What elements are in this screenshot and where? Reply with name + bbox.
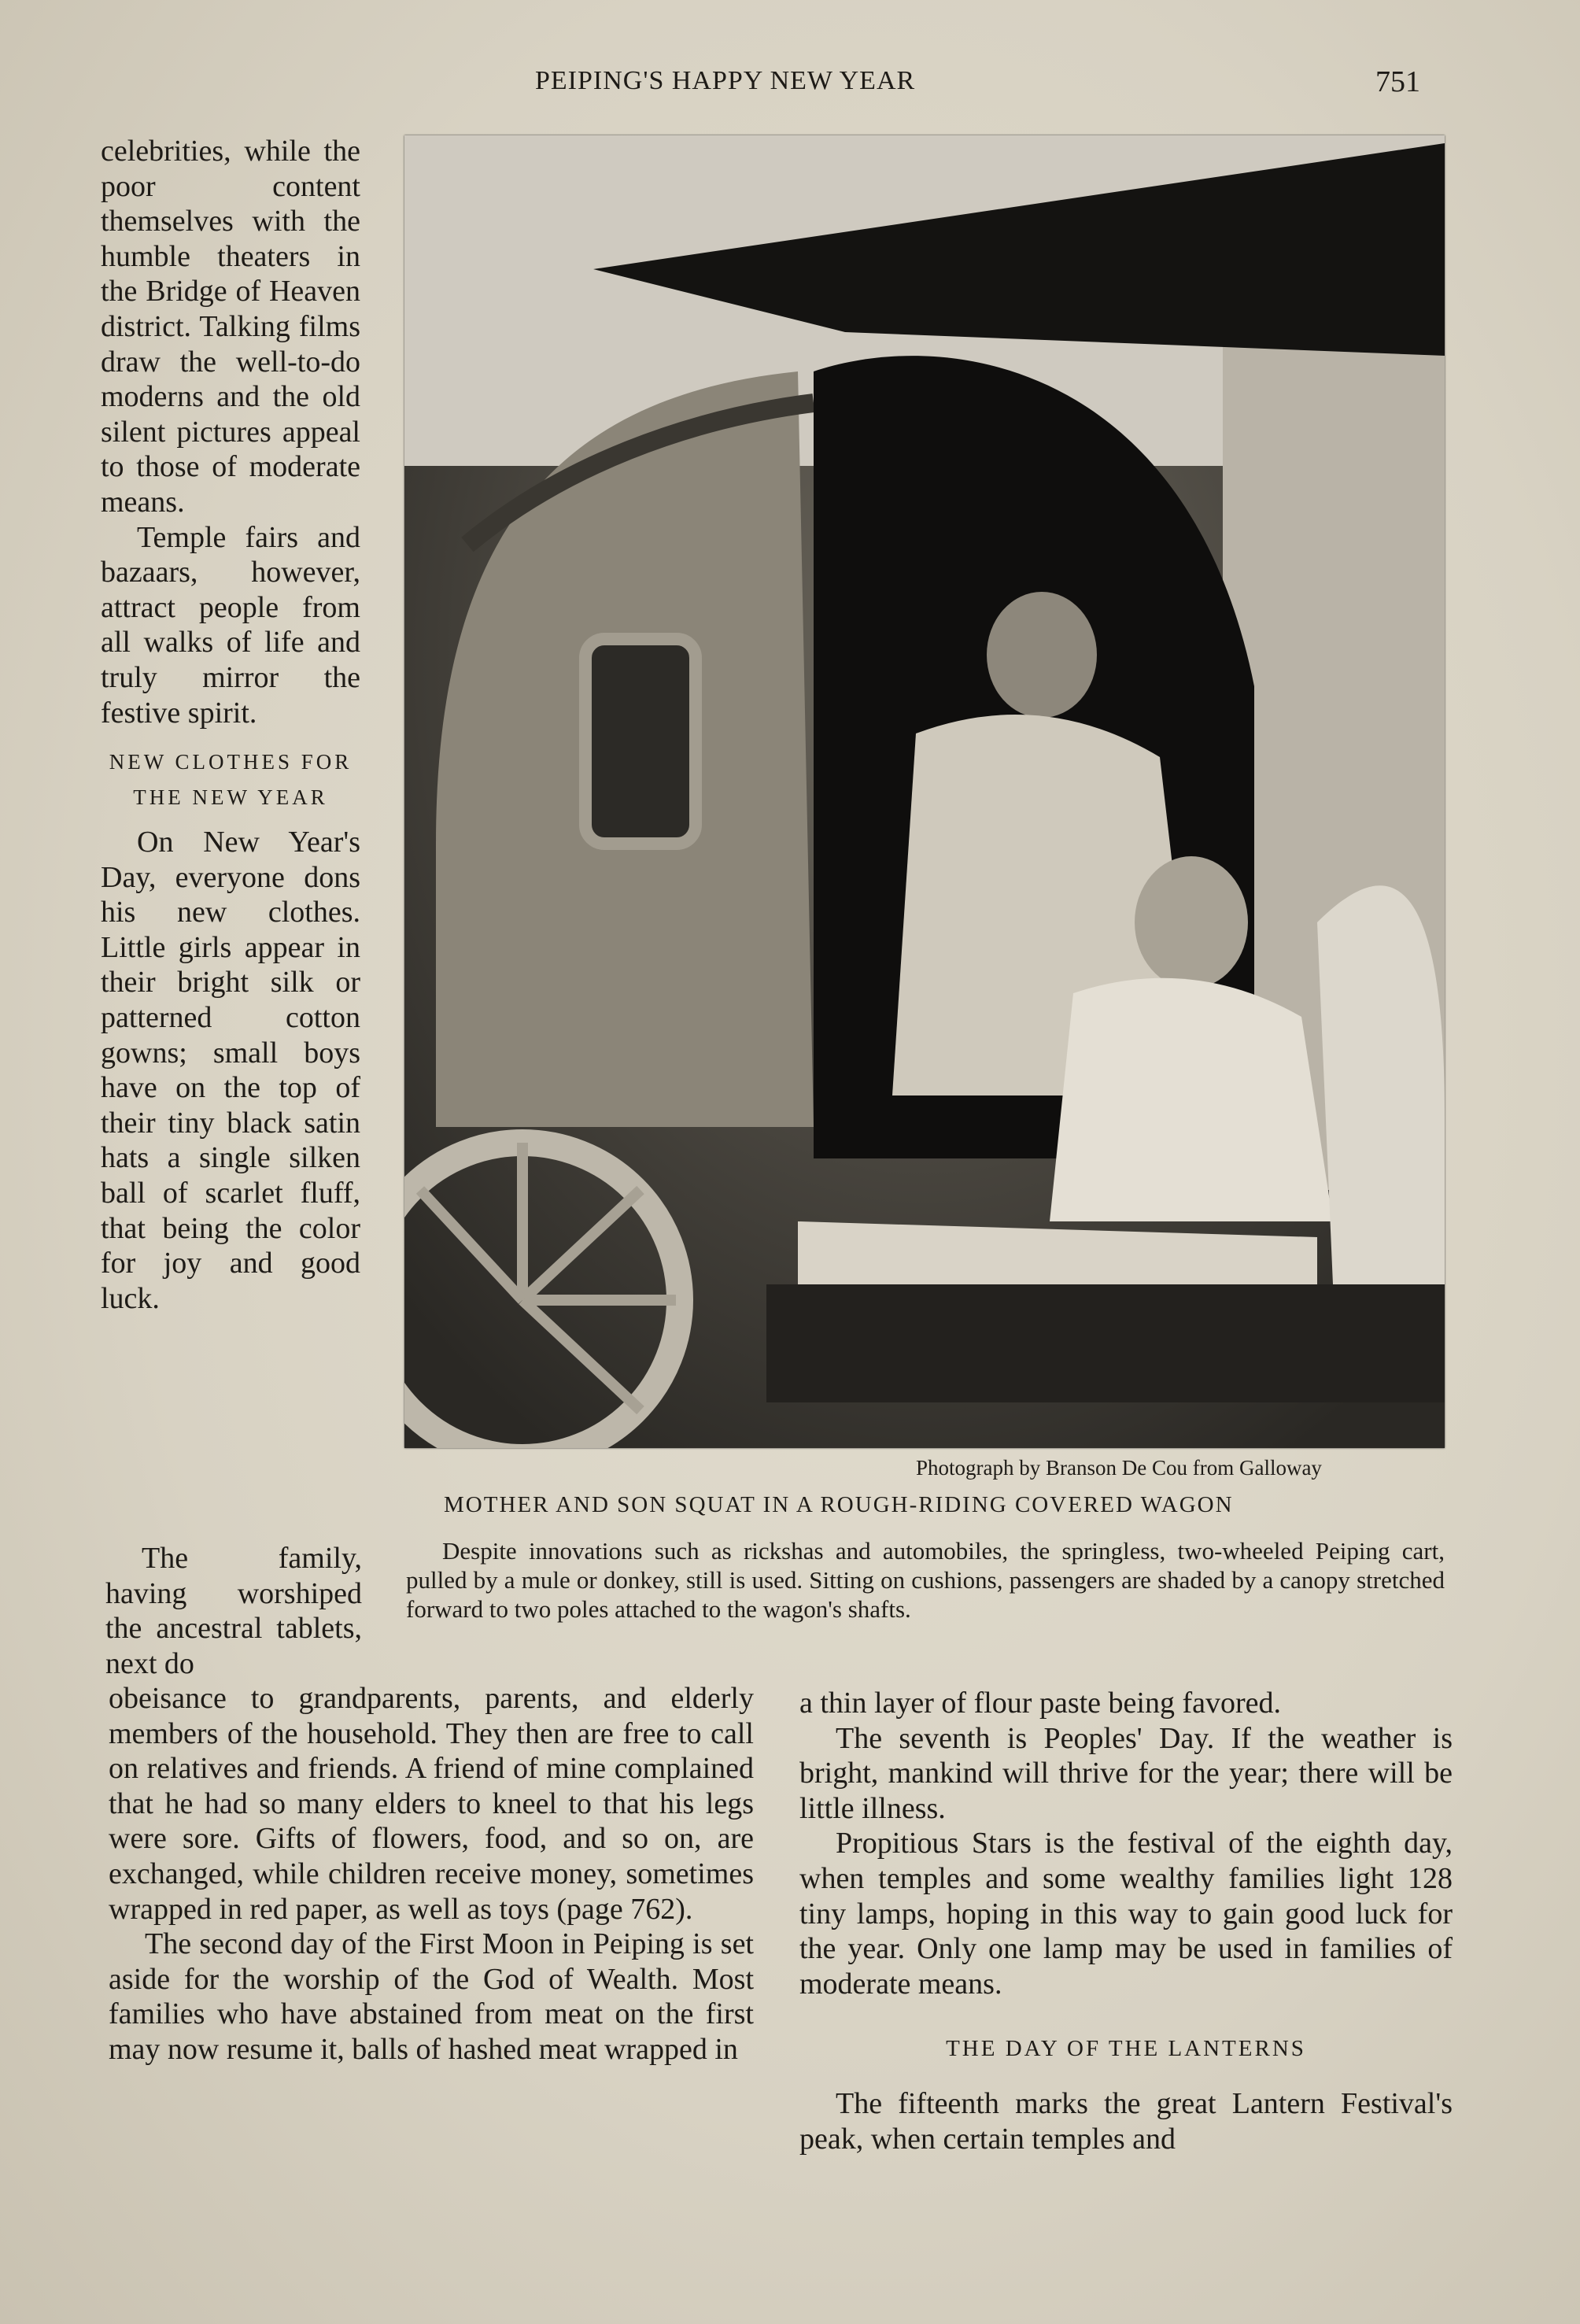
narrow-paragraph-4: The family, having worshiped the ancestral tablets, next do (105, 1542, 362, 1680)
caption-body (406, 1536, 1445, 1624)
subhead-day-of-lanterns: THE DAY OF THE LANTERNS (946, 2036, 1306, 2062)
narrow-paragraph-2: Temple fairs and bazaars, however, attract people from all walks of life and truly mirror the festive spirit. (101, 520, 360, 730)
left-paragraph-2: The second day of the First Moon in Peiping is set aside for the worship of the God of Wealth. Most families who have abstained from meat on the first may now resume it, balls of hashed meat wrapped in (109, 1927, 754, 2066)
narrow-text-column (101, 134, 360, 1316)
narrow-paragraph-3: On New Year's Day, everyone dons his new clothes. Little girls appear in their bright silk or patterned cotton gowns; small boys have on the top of their tiny black satin hats a single silken ball of scarlet fluff, that being the color for joy and good luck. (101, 826, 360, 1315)
narrow-paragraph-1: celebrities, while the poor content themselves with the humble theaters in the Bridge of Heaven district. Talking films draw the well-to-do moderns and the old silent pictures appeal to those of moderate means. (101, 135, 360, 519)
photo-credit: Photograph by Branson De Cou from Galloway (916, 1456, 1322, 1480)
running-title: PEIPING'S HAPPY NEW YEAR (535, 66, 916, 95)
wagon-photo-illustration (404, 135, 1445, 1448)
right-paragraph-4: The fifteenth marks the great Lantern Festival's peak, when certain temples and (799, 2087, 1453, 2156)
right-paragraph-3: Propitious Stars is the festival of the eighth day, when temples and some wealthy families light 128 tiny lamps, hoping in this way to gain good luck for the year. Only one lamp may be used in families of moderate means. (799, 1827, 1453, 2001)
right-paragraph-1: a thin layer of flour paste being favored. (799, 1687, 1281, 1720)
left-paragraph-1: obeisance to grandparents, parents, and elderly members of the household. They then are free to call on relatives and friends. A friend of mine complained that he had so many elders to kneel to that his legs were sore. Gifts of flowers, food, and so on, are exchanged, while children receive money, sometimes wrapped in red paper, as well as toys (page 762). (109, 1682, 754, 1926)
narrow-continuation (105, 1541, 362, 1681)
right-paragraph-2: The seventh is Peoples' Day. If the weather is bright, mankind will thrive for the year; there will be little illness. (799, 1721, 1453, 1825)
photograph-covered-wagon (404, 135, 1445, 1448)
subhead-new-clothes: NEW CLOTHES FOR THE NEW YEAR (109, 750, 353, 810)
caption-text: Despite innovations such as rickshas and automobiles, the springless, two-wheeled Peiping cart, pulled by a mule or donkey, still is used. Sitting on cushions, passengers are shaded by a canopy stretched forward to two poles attached to the wagon's shafts. (406, 1537, 1445, 1623)
right-text-column (799, 1686, 1453, 2157)
page-number: 751 (1375, 65, 1420, 98)
left-text-column (109, 1681, 754, 2067)
caption-title: MOTHER AND SON SQUAT IN A ROUGH-RIDING COVERED WAGON (444, 1492, 1234, 1517)
